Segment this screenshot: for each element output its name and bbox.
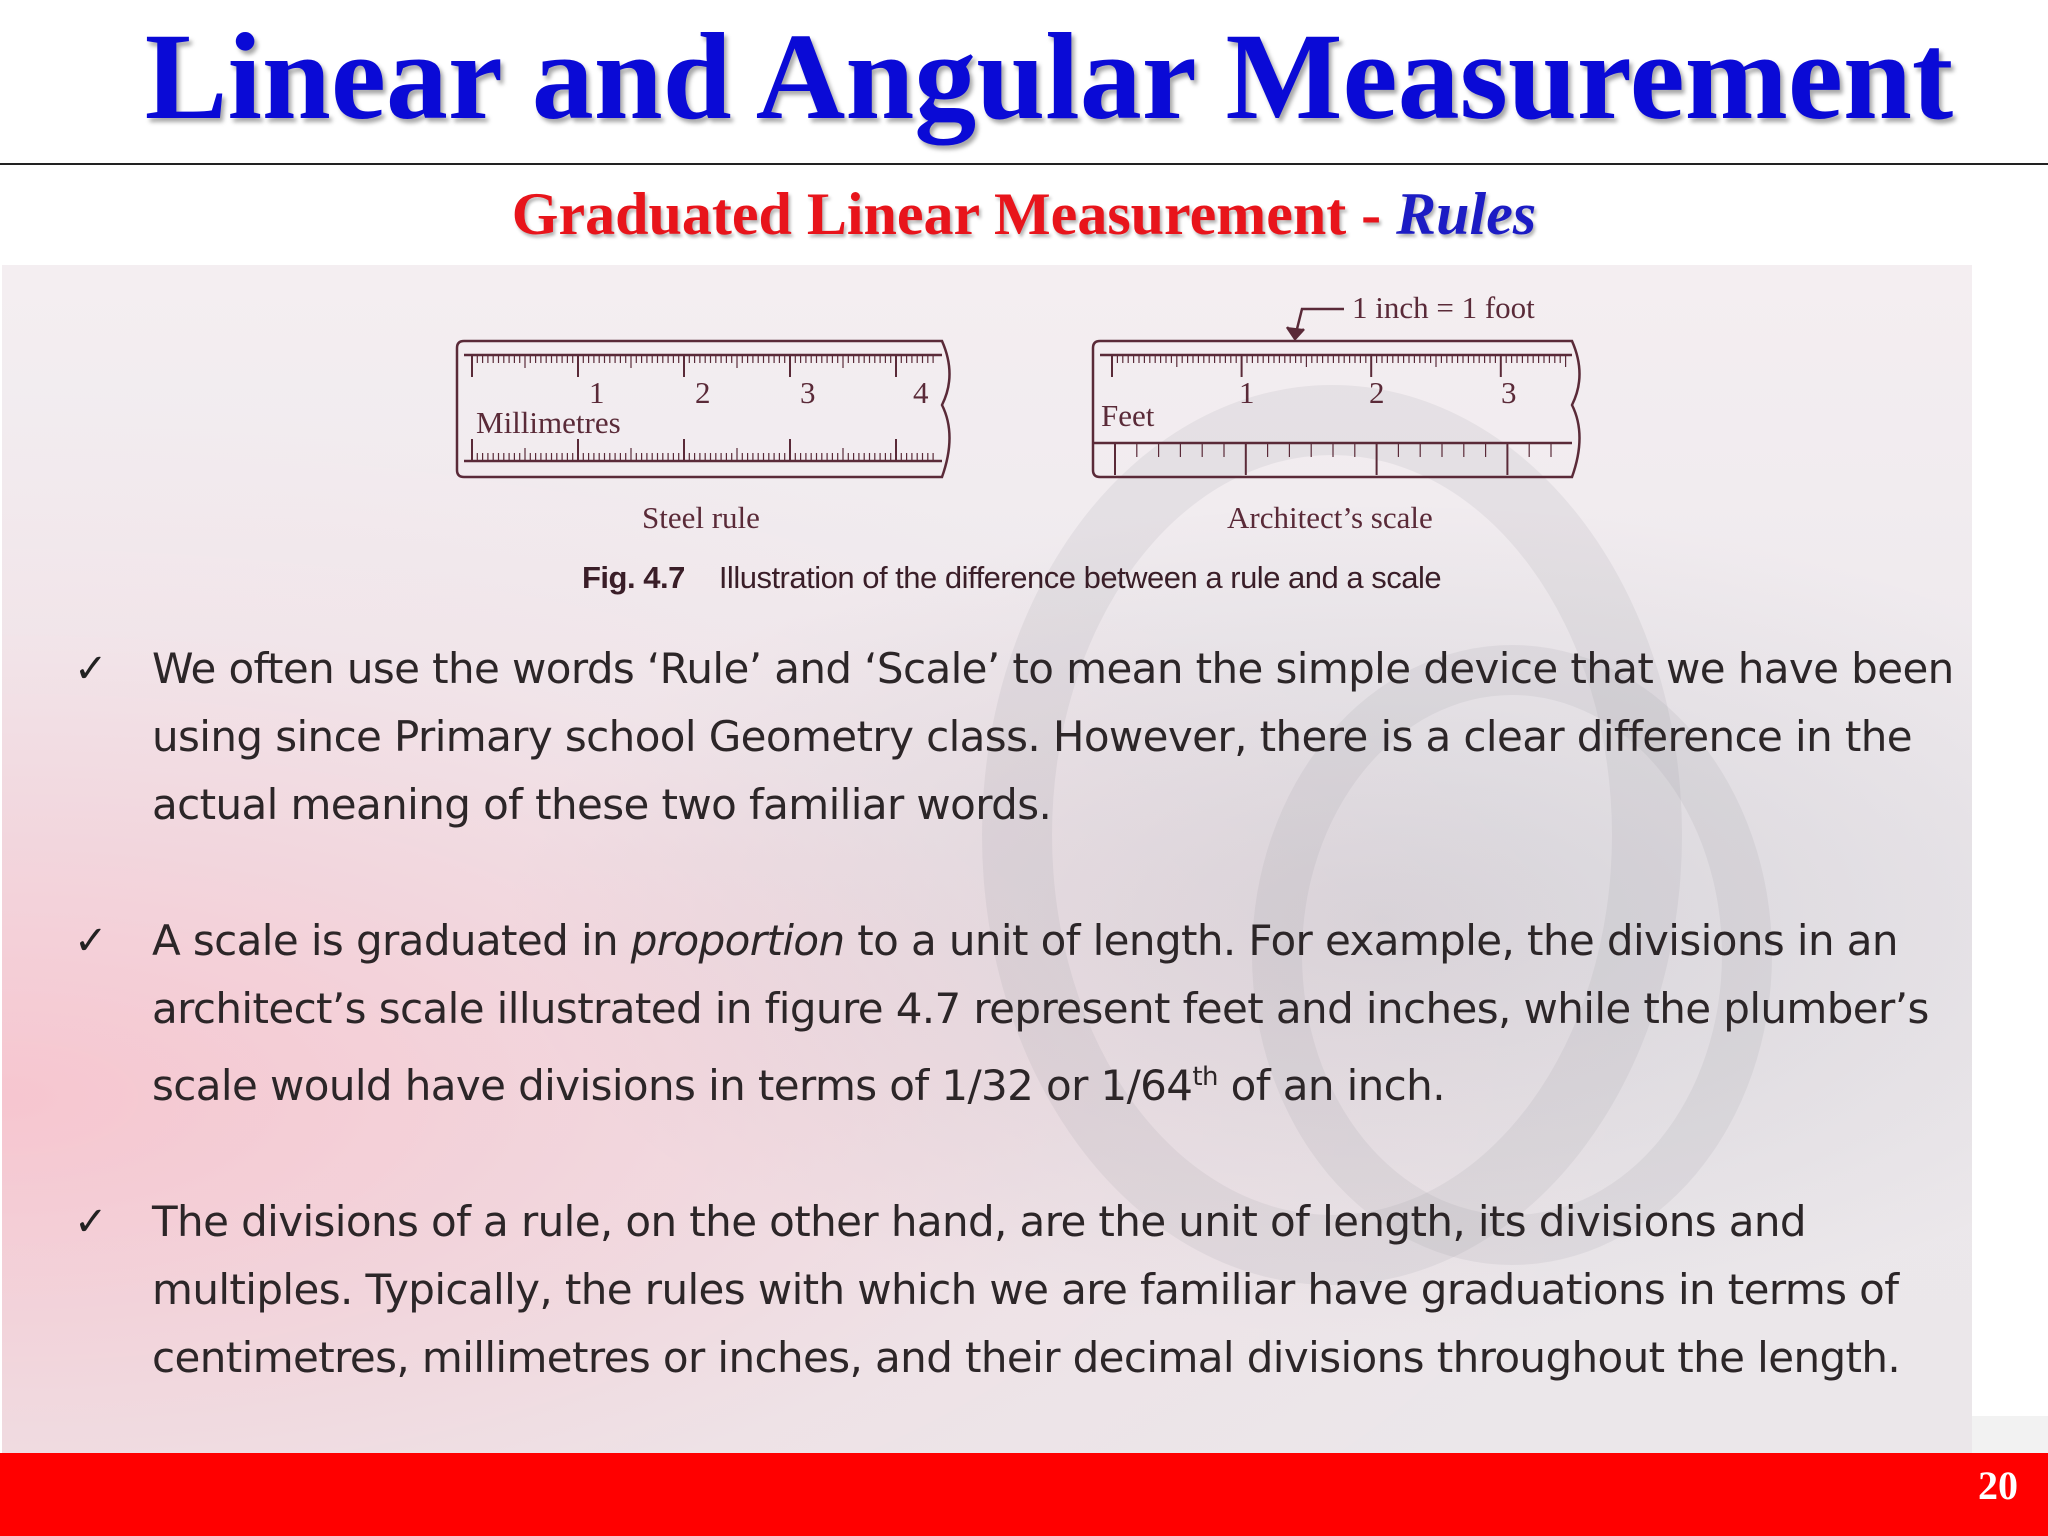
architect-scale-number-1: 1 bbox=[1239, 375, 1255, 410]
checkmark-icon: ✓ bbox=[74, 646, 107, 692]
architect-scale-annotation: 1 inch = 1 foot bbox=[1352, 290, 1535, 325]
bullet-text-end: of an inch. bbox=[1217, 1061, 1445, 1110]
architect-scale-number-3: 3 bbox=[1501, 375, 1517, 410]
slide-title: Linear and Angular Measurement bbox=[144, 8, 1954, 145]
bullet-text: We often use the words ‘Rule’ and ‘Scale’ to mean the simple device that we have been using since Primary school Geometry class. However, there is a clear difference in the actual meaning of these two familiar words. bbox=[152, 644, 1954, 829]
subtitle-main: Graduated Linear Measurement bbox=[511, 181, 1347, 247]
checkmark-icon: ✓ bbox=[74, 918, 107, 964]
subtitle-emphasis: Rules bbox=[1396, 181, 1537, 247]
slide-subtitle bbox=[0, 178, 2048, 250]
bullet-item-scale-definition bbox=[72, 907, 1972, 1120]
figure-caption-text: Illustration of the difference between a rule and a scale bbox=[718, 560, 1442, 595]
bullet-superscript: th bbox=[1192, 1062, 1218, 1092]
rule-illustrations bbox=[2, 265, 1972, 605]
corner-strip bbox=[1972, 1416, 2048, 1453]
figure-caption-number: Fig. 4.7 bbox=[582, 560, 685, 595]
steel-rule-number-1: 1 bbox=[589, 375, 605, 410]
title-divider bbox=[0, 163, 2048, 165]
steel-rule-number-4: 4 bbox=[913, 375, 929, 410]
bullet-text-middle: to a unit of length. For example, the divisions in an architect’s scale illustrated in figure 4.7 represent feet and inches, while the plumber’s scale would have divisions in terms of 1/32 or 1/64 bbox=[152, 916, 1929, 1110]
subtitle-separator: - bbox=[1346, 181, 1397, 247]
architect-scale-number-2: 2 bbox=[1369, 375, 1385, 410]
bullet-text: The divisions of a rule, on the other hand, are the unit of length, its divisions and multiples. Typically, the rules with which we are familiar have graduations in terms of centimetres, millimetres or inches, and their decimal divisions throughout the length. bbox=[152, 1197, 1901, 1382]
bullet-item-rule-definition bbox=[72, 1188, 1972, 1392]
bullet-item-rule-vs-scale bbox=[72, 635, 1972, 839]
architect-scale-unit-label: Feet bbox=[1101, 398, 1155, 433]
steel-rule-number-3: 3 bbox=[800, 375, 816, 410]
page-number: 20 bbox=[1978, 1463, 2018, 1508]
content-panel bbox=[2, 265, 1972, 1455]
figure-rule-vs-scale bbox=[2, 265, 1972, 605]
steel-rule-unit-label: Millimetres bbox=[476, 405, 621, 440]
steel-rule-name: Steel rule bbox=[642, 500, 760, 535]
bullet-emphasis: proportion bbox=[630, 916, 845, 965]
checkmark-icon: ✓ bbox=[74, 1199, 107, 1245]
bullet-text-start: A scale is graduated in bbox=[152, 916, 631, 965]
figure-caption bbox=[582, 560, 1441, 596]
bullet-list bbox=[72, 635, 1972, 1455]
architect-scale-name: Architect’s scale bbox=[1227, 500, 1433, 535]
footer-bar bbox=[0, 1453, 2048, 1536]
steel-rule-number-2: 2 bbox=[695, 375, 711, 410]
